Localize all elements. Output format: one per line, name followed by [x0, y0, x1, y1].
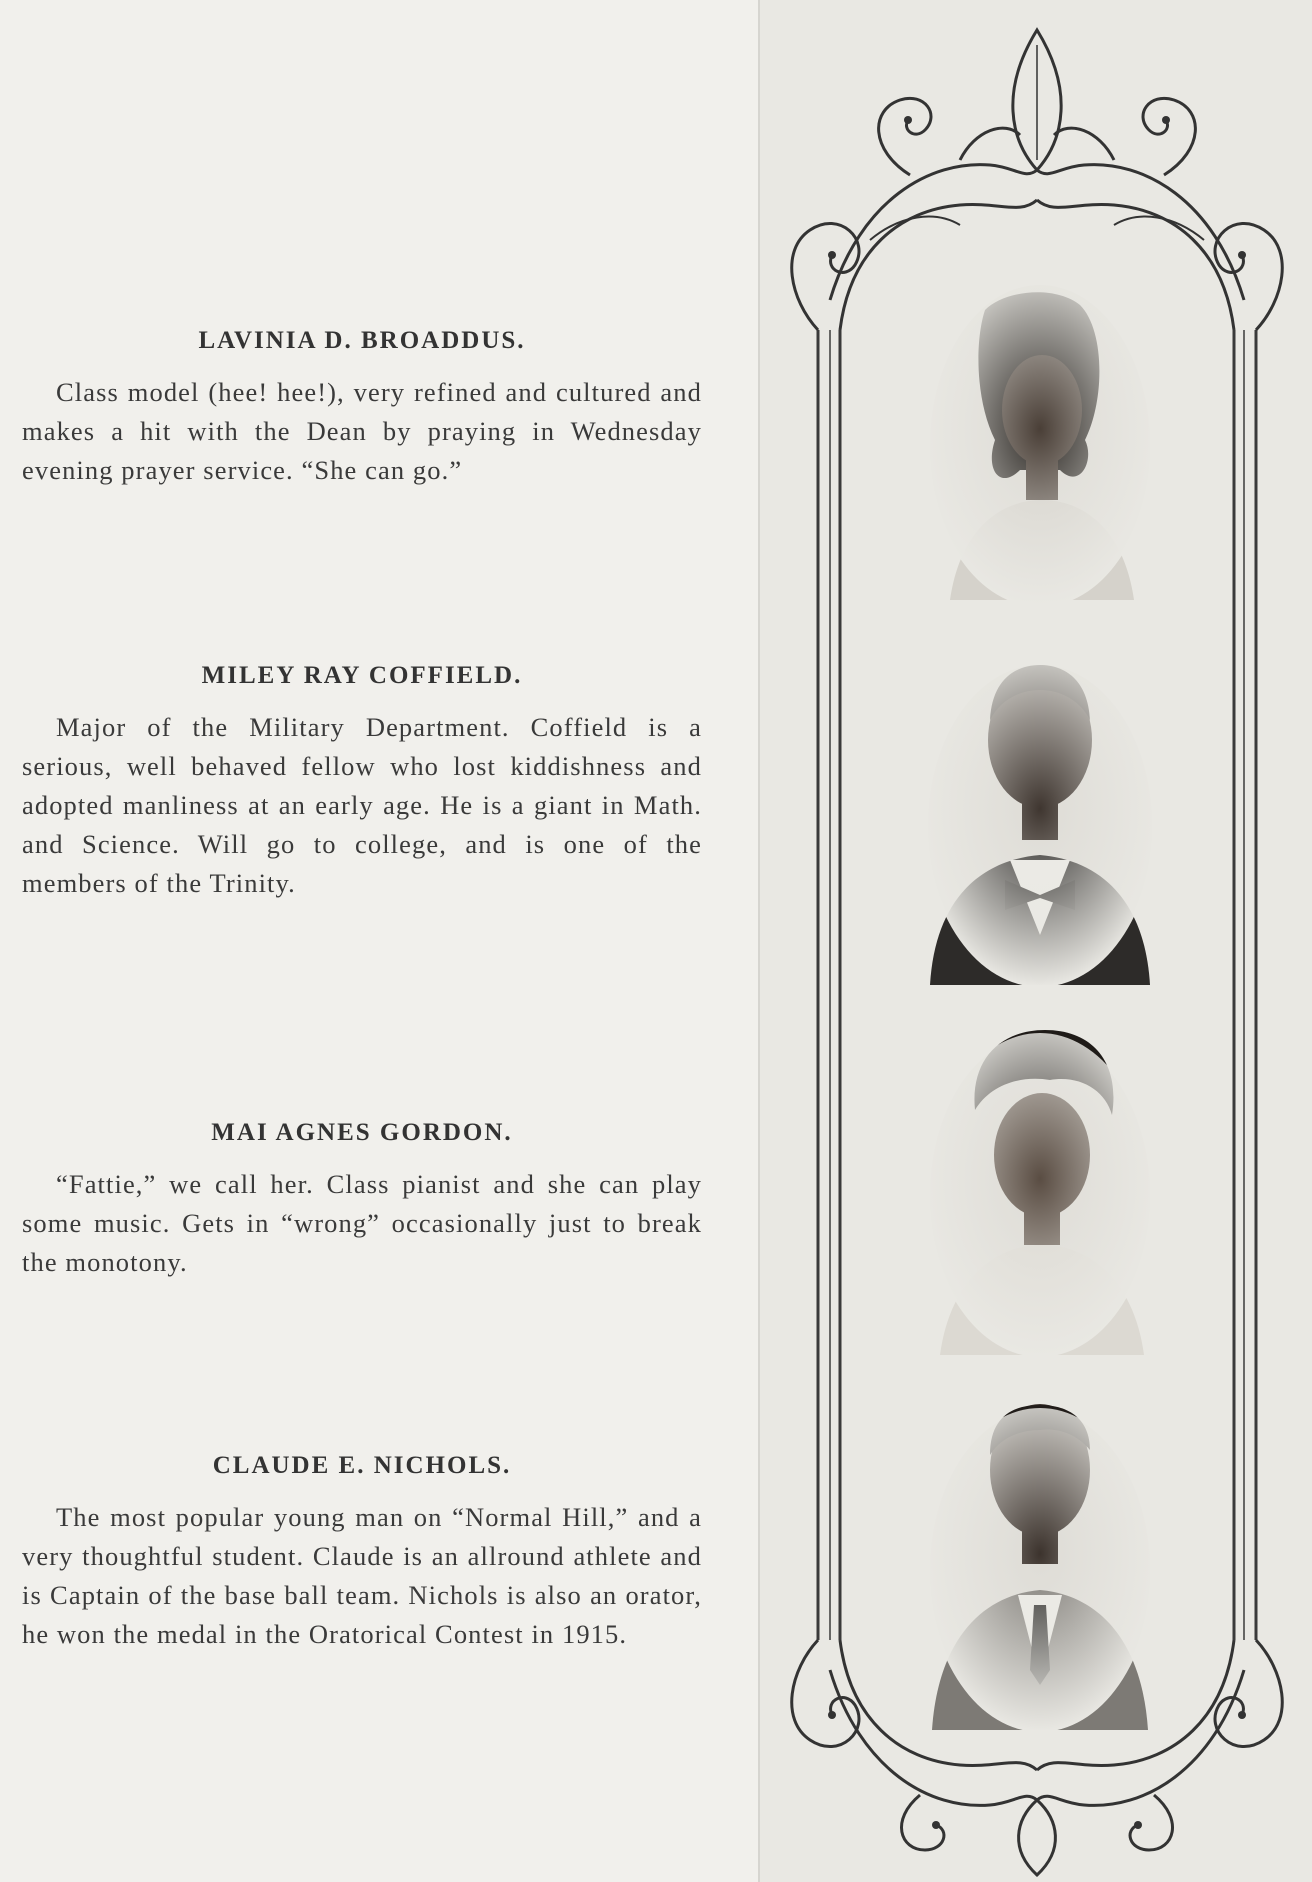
bio-name: CLAUDE E. NICHOLS.	[212, 1452, 512, 1479]
photo-panel	[758, 0, 1312, 1882]
portrait-photo-icon	[928, 1404, 1152, 1732]
bio-entry	[22, 662, 702, 903]
ornamental-frame-icon	[760, 0, 1312, 1882]
bio-name: MILEY RAY COFFIELD.	[201, 662, 523, 689]
bio-text: “Fattie,” we call her. Class pianist and she can play some music. Gets in “wrong” occasionally just to break the monotony.	[22, 1169, 702, 1277]
bio-entry	[22, 1452, 702, 1654]
bio-entry	[22, 1119, 702, 1282]
portrait-photo-icon	[928, 283, 1152, 607]
bio-text: The most popular young man on “Normal Hill,” and a very thoughtful student. Claude is an allround athlete and is Captain of the base ball team. Nichols is also an orator, he won the medal in the Oratorical Contest in 1915.	[22, 1502, 702, 1649]
bio-text: Class model (hee! hee!), very refined and cultured and makes a hit with the Dean by praying in Wednesday evening prayer service. “She can go.”	[22, 377, 702, 485]
bio-entry	[22, 327, 702, 490]
bio-name: LAVINIA D. BROADDUS.	[198, 327, 526, 354]
portrait-photo-icon	[928, 1030, 1152, 1357]
bio-name: MAI AGNES GORDON.	[211, 1119, 513, 1146]
portrait-photo-icon	[926, 663, 1154, 987]
bio-text: Major of the Military Department. Coffield is a serious, well behaved fellow who lost kiddishness and adopted manliness at an early age. He is a giant in Math. and Science. Will go to college, and is one of the members of the Trinity.	[22, 712, 702, 898]
